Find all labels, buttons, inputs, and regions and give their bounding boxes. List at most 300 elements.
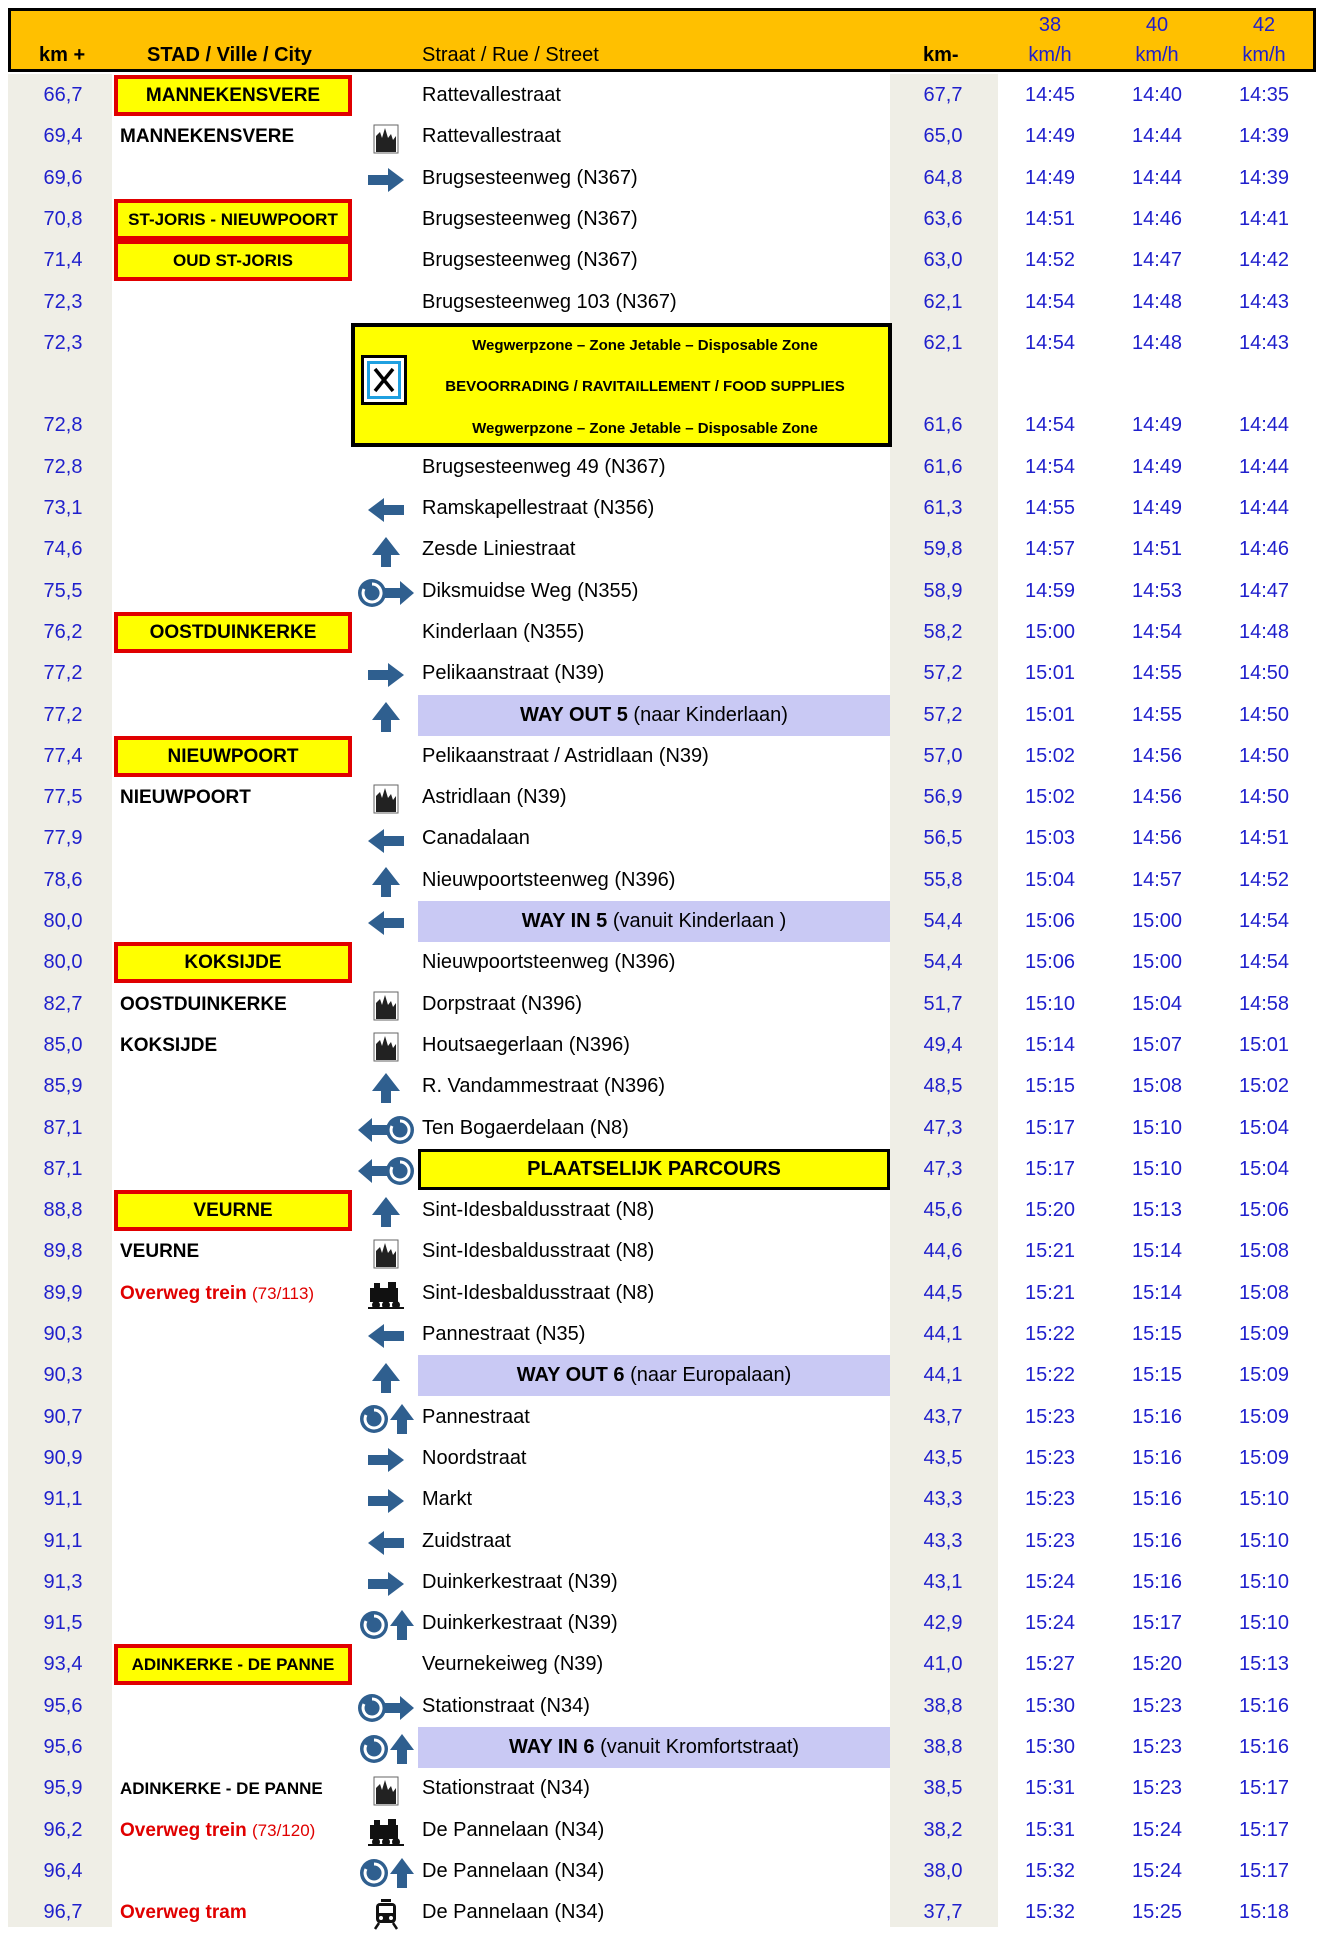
time-38kmh: 15:31: [1024, 1777, 1076, 1800]
time-42kmh: 15:18: [1238, 1901, 1290, 1924]
arrow-right-icon: [356, 158, 416, 199]
time-42kmh: 14:50: [1238, 703, 1290, 726]
time-38kmh: 14:51: [1024, 207, 1076, 230]
km-plus-value: 85,0: [43, 1033, 83, 1056]
time-42kmh: 15:08: [1238, 1240, 1290, 1263]
km-plus-value: 91,3: [43, 1570, 83, 1593]
time-42kmh: 14:58: [1238, 992, 1290, 1015]
table-row: [0, 1108, 1317, 1149]
km-minus-value: [888, 364, 998, 405]
time-42kmh: 14:50: [1238, 744, 1290, 767]
time-38kmh: 15:06: [1024, 910, 1076, 932]
time-40kmh: 15:14: [1131, 1281, 1183, 1304]
time-42kmh: 15:04: [1238, 1157, 1290, 1180]
time-40kmh: 15:24: [1131, 1818, 1183, 1841]
street-name: Veurnekeiweg (N39): [422, 1653, 604, 1676]
way-detail: (naar Europalaan): [624, 1364, 792, 1387]
time-38kmh: 15:24: [1024, 1612, 1076, 1635]
time-38kmh: 14:59: [1024, 579, 1076, 602]
arrow-left-icon: [356, 901, 416, 942]
arrow-right-icon: [356, 1479, 416, 1520]
time-40kmh: 14:55: [1131, 662, 1183, 685]
city-icon: [356, 116, 416, 157]
roundabout-up-icon: [356, 1603, 416, 1644]
crossing-name: Overweg trein: [120, 1819, 247, 1841]
local-course-banner: PLAATSELIJK PARCOURS: [418, 1149, 890, 1190]
table-row: [0, 1149, 1317, 1190]
street-name: Nieuwpoortsteenweg (N396): [422, 868, 676, 891]
header-street: Straat / Rue / Street: [422, 44, 599, 66]
table-row: [0, 612, 1317, 653]
street-name: Duinkerkestraat (N39): [422, 1612, 618, 1635]
street-name: Sint-Idesbaldusstraat (N8): [422, 1199, 655, 1222]
header-speed-unit: km/h: [1135, 44, 1179, 66]
km-minus-value: 44,5: [923, 1281, 963, 1304]
time-38kmh: 14:54: [1024, 331, 1076, 354]
time-42kmh: 15:04: [1238, 1116, 1290, 1139]
km-plus-value: 90,3: [43, 1364, 83, 1387]
time-38kmh: 15:22: [1024, 1364, 1076, 1387]
arrow-left-icon: [356, 1314, 416, 1355]
city-sign-box: ST-JORIS - NIEUWPOORT: [114, 199, 352, 240]
km-minus-value: 43,5: [923, 1446, 963, 1469]
time-40kmh: 14:49: [1131, 497, 1183, 519]
way-label: WAY IN 5: [521, 910, 608, 932]
header-speed-unit: km/h: [1242, 44, 1286, 66]
km-minus-value: 44,1: [923, 1323, 963, 1345]
km-plus-value: 88,8: [43, 1199, 83, 1222]
arrow-up-icon: [356, 1066, 416, 1107]
time-42kmh: 15:09: [1238, 1364, 1290, 1387]
time-40kmh: 14:55: [1131, 703, 1183, 726]
time-40kmh: 14:56: [1131, 786, 1183, 809]
km-plus-value: 71,4: [43, 249, 83, 272]
city-sign-box: NIEUWPOORT: [114, 736, 352, 777]
table-row: [0, 1479, 1317, 1520]
km-plus-value: 69,6: [43, 166, 83, 189]
table-row: [0, 1190, 1317, 1231]
table-row: [0, 777, 1317, 818]
km-plus-value: 96,7: [43, 1901, 83, 1924]
time-38kmh: 15:15: [1024, 1075, 1076, 1098]
time-38kmh: 15:23: [1024, 1488, 1076, 1511]
time-38kmh: 15:24: [1024, 1570, 1076, 1593]
street-name: Pelikaanstraat / Astridlaan (N39): [422, 744, 709, 767]
way-label: WAY IN 6: [508, 1736, 595, 1758]
km-plus-value: 77,2: [43, 662, 83, 685]
time-38kmh: 15:17: [1024, 1116, 1076, 1139]
km-plus-value: 89,9: [43, 1281, 83, 1304]
km-minus-value: 63,6: [923, 207, 963, 230]
street-name: R. Vandammestraat (N396): [422, 1075, 666, 1098]
time-40kmh: 15:10: [1131, 1157, 1183, 1180]
street-name: Nieuwpoortsteenweg (N396): [422, 951, 676, 974]
arrow-right-icon: [356, 1438, 416, 1479]
street-name: Brugsesteenweg (N367): [422, 207, 638, 230]
city-name: MANNEKENSVERE: [120, 126, 295, 148]
street-name: Kinderlaan (N355): [422, 620, 585, 643]
time-38kmh: 15:01: [1024, 703, 1076, 726]
city-icon: [356, 1768, 416, 1809]
table-row: [0, 1273, 1317, 1314]
km-minus-value: 57,2: [923, 662, 963, 685]
street-name: Noordstraat: [422, 1446, 527, 1469]
km-minus-value: 65,0: [923, 125, 963, 148]
arrow-up-icon: [356, 529, 416, 570]
street-name: Rattevallestraat: [422, 84, 561, 106]
km-plus-value: 72,8: [43, 455, 83, 478]
table-row: [0, 1686, 1317, 1727]
time-38kmh: [1010, 364, 1090, 405]
city-sign-box: ADINKERKE - DE PANNE: [114, 1644, 352, 1685]
time-40kmh: 14:44: [1131, 125, 1183, 148]
time-42kmh: 14:43: [1238, 290, 1290, 313]
km-minus-value: 56,9: [923, 786, 963, 809]
time-40kmh: 15:23: [1131, 1736, 1183, 1758]
table-row: [0, 736, 1317, 777]
km-plus-value: 77,4: [43, 744, 83, 767]
time-40kmh: 14:49: [1131, 455, 1183, 478]
km-plus-value: 66,7: [43, 84, 83, 106]
street-name: Markt: [422, 1488, 472, 1511]
train-icon: [356, 1810, 416, 1851]
km-plus-value: 77,5: [43, 786, 83, 809]
km-minus-value: 63,0: [923, 249, 963, 272]
km-plus-value: 90,9: [43, 1446, 83, 1469]
km-plus-value: 95,6: [43, 1694, 83, 1717]
km-plus-value: 80,0: [43, 910, 83, 932]
km-plus-value: 90,3: [43, 1323, 83, 1345]
street-name: Pannestraat (N35): [422, 1323, 586, 1345]
food-zone-line-1: Wegwerpzone – Zone Jetable – Disposable Zone: [472, 337, 818, 354]
time-42kmh: 14:42: [1238, 249, 1290, 272]
km-minus-value: 67,7: [923, 84, 963, 106]
time-40kmh: 15:15: [1131, 1323, 1183, 1345]
table-row: [0, 1727, 1317, 1768]
table-header: [8, 8, 1316, 72]
time-40kmh: 14:48: [1131, 331, 1183, 354]
time-40kmh: 14:53: [1131, 579, 1183, 602]
street-name: Rattevallestraat: [422, 125, 561, 148]
time-38kmh: 15:23: [1024, 1446, 1076, 1469]
table-row: [0, 1768, 1317, 1809]
arrow-up-icon: [356, 1190, 416, 1231]
time-40kmh: 15:00: [1131, 910, 1183, 932]
time-42kmh: 14:44: [1238, 414, 1290, 437]
time-38kmh: 15:03: [1024, 827, 1076, 850]
table-row: [0, 1851, 1317, 1892]
way-exit-banner: [418, 1727, 890, 1768]
crossing-name: Overweg tram: [120, 1902, 247, 1924]
km-minus-value: 38,2: [923, 1818, 963, 1841]
time-38kmh: 15:30: [1024, 1694, 1076, 1717]
time-38kmh: 15:06: [1024, 951, 1076, 974]
time-38kmh: 15:27: [1024, 1653, 1076, 1676]
km-minus-value: 38,5: [923, 1777, 963, 1800]
time-40kmh: 15:16: [1131, 1570, 1183, 1593]
km-plus-value: 75,5: [43, 579, 83, 602]
time-40kmh: 14:46: [1131, 207, 1183, 230]
km-minus-value: 43,1: [923, 1570, 963, 1593]
time-42kmh: 15:16: [1238, 1736, 1290, 1758]
table-row: [0, 942, 1317, 983]
table-row: [0, 571, 1317, 612]
city-sign-box: OOSTDUINKERKE: [114, 612, 352, 653]
header-speed-42: 42: [1252, 14, 1276, 36]
time-40kmh: 15:00: [1131, 951, 1183, 974]
km-plus-value: 70,8: [43, 207, 83, 230]
km-minus-value: 56,5: [923, 827, 963, 850]
km-minus-value: 47,3: [923, 1116, 963, 1139]
km-minus-value: 38,0: [923, 1859, 963, 1882]
street-name: Duinkerkestraat (N39): [422, 1570, 618, 1593]
street-name: Stationstraat (N34): [422, 1694, 590, 1717]
time-42kmh: 14:35: [1238, 84, 1290, 106]
table-row: [0, 860, 1317, 901]
header-speed-unit: km/h: [1028, 44, 1072, 66]
street-name: Houtsaegerlaan (N396): [422, 1033, 630, 1056]
time-42kmh: 15:13: [1238, 1653, 1290, 1676]
time-42kmh: 14:43: [1238, 331, 1290, 354]
city-icon: [356, 777, 416, 818]
time-38kmh: 14:52: [1024, 249, 1076, 272]
table-row: [0, 158, 1317, 199]
time-40kmh: 14:57: [1131, 868, 1183, 891]
time-42kmh: 14:48: [1238, 620, 1290, 643]
table-row: [0, 1355, 1317, 1396]
km-plus-value: 72,3: [43, 290, 83, 313]
arrow-left-icon: [356, 488, 416, 529]
table-row: [0, 1438, 1317, 1479]
time-38kmh: 15:00: [1024, 620, 1076, 643]
table-row: [0, 75, 1317, 116]
table-row: [0, 529, 1317, 570]
time-38kmh: 15:21: [1024, 1240, 1076, 1263]
time-42kmh: 14:51: [1238, 827, 1290, 850]
time-40kmh: 15:24: [1131, 1859, 1183, 1882]
km-plus-value: 87,1: [43, 1157, 83, 1180]
km-plus-value: 85,9: [43, 1075, 83, 1098]
km-plus-value: 77,2: [43, 703, 83, 726]
km-minus-value: 41,0: [923, 1653, 963, 1676]
street-name: Pelikaanstraat (N39): [422, 662, 605, 685]
street-name: Brugsesteenweg (N367): [422, 249, 638, 272]
header-km-plus: km +: [39, 44, 86, 66]
city-name: ADINKERKE - DE PANNE: [120, 1779, 323, 1799]
time-42kmh: [1224, 364, 1304, 405]
time-38kmh: 15:02: [1024, 744, 1076, 767]
street-name: Canadalaan: [422, 827, 530, 850]
km-minus-value: 62,1: [923, 331, 963, 354]
roundabout-up-icon: [356, 1397, 416, 1438]
time-38kmh: 15:22: [1024, 1323, 1076, 1345]
time-38kmh: 14:49: [1024, 125, 1076, 148]
time-40kmh: 15:20: [1131, 1653, 1183, 1676]
street-name: De Pannelaan (N34): [422, 1859, 605, 1882]
time-42kmh: 14:54: [1238, 951, 1290, 974]
time-40kmh: 15:25: [1131, 1901, 1183, 1924]
way-detail: (vanuit Kromfortstraat): [594, 1736, 800, 1758]
km-minus-value: 62,1: [923, 290, 963, 313]
time-38kmh: 15:23: [1024, 1529, 1076, 1552]
km-plus-value: 96,4: [43, 1859, 83, 1882]
table-row: [0, 1810, 1317, 1851]
city-name: OOSTDUINKERKE: [120, 993, 287, 1015]
time-38kmh: 15:17: [1024, 1157, 1076, 1180]
way-exit-banner: [418, 901, 890, 942]
time-42kmh: 15:10: [1238, 1570, 1290, 1593]
crossing-label: [120, 1810, 315, 1851]
table-row: [0, 447, 1317, 488]
km-minus-value: 51,7: [923, 992, 963, 1015]
roundabout-right-icon: [356, 571, 416, 612]
km-plus-value: 78,6: [43, 868, 83, 891]
crossing-ref: (73/120): [252, 1820, 316, 1840]
crossing-ref: (73/113): [252, 1283, 315, 1303]
city-sign-box: KOKSIJDE: [114, 942, 352, 983]
km-plus-value: 91,1: [43, 1529, 83, 1552]
time-40kmh: 14:48: [1131, 290, 1183, 313]
km-minus-value: 47,3: [923, 1157, 963, 1180]
arrow-right-icon: [356, 653, 416, 694]
street-name: Stationstraat (N34): [422, 1777, 590, 1800]
time-40kmh: 15:14: [1131, 1240, 1183, 1263]
city-name: NIEUWPOORT: [120, 787, 251, 809]
time-42kmh: 14:44: [1238, 455, 1290, 478]
fork-knife-icon: [361, 355, 407, 405]
time-40kmh: 15:16: [1131, 1405, 1183, 1428]
time-38kmh: 14:49: [1024, 166, 1076, 189]
time-40kmh: 14:40: [1131, 84, 1183, 106]
km-plus-value: 77,9: [43, 827, 83, 850]
arrow-up-icon: [356, 1355, 416, 1396]
km-plus-value: 96,2: [43, 1818, 83, 1841]
time-42kmh: 14:50: [1238, 786, 1290, 809]
time-38kmh: 15:02: [1024, 786, 1076, 809]
km-plus-value: 73,1: [43, 497, 83, 519]
table-row: [0, 116, 1317, 157]
time-40kmh: 15:10: [1131, 1116, 1183, 1139]
time-38kmh: 15:01: [1024, 662, 1076, 685]
km-minus-value: 48,5: [923, 1075, 963, 1098]
km-plus-value: 91,5: [43, 1612, 83, 1635]
table-row: [0, 240, 1317, 281]
time-42kmh: 15:10: [1238, 1612, 1290, 1635]
time-40kmh: 15:16: [1131, 1446, 1183, 1469]
time-42kmh: 14:52: [1238, 868, 1290, 891]
time-40kmh: 15:04: [1131, 992, 1183, 1015]
roundabout-up-icon: [356, 1727, 416, 1768]
city-name: KOKSIJDE: [120, 1034, 218, 1056]
km-minus-value: 61,6: [923, 414, 963, 437]
km-minus-value: 64,8: [923, 166, 963, 189]
street-name: Ten Bogaerdelaan (N8): [422, 1116, 629, 1139]
time-42kmh: 15:17: [1238, 1818, 1290, 1841]
km-plus-value: 76,2: [43, 620, 83, 643]
table-row: [0, 282, 1317, 323]
table-row: [0, 488, 1317, 529]
time-40kmh: [1117, 364, 1197, 405]
time-42kmh: 14:50: [1238, 662, 1290, 685]
table-row: [0, 1521, 1317, 1562]
way-exit-banner: [418, 1355, 890, 1396]
time-40kmh: 15:16: [1131, 1488, 1183, 1511]
km-minus-value: 43,7: [923, 1405, 963, 1428]
street-name: Sint-Idesbaldusstraat (N8): [422, 1281, 655, 1304]
km-minus-value: 45,6: [923, 1199, 963, 1222]
time-42kmh: 14:46: [1238, 538, 1290, 561]
time-42kmh: 15:16: [1238, 1694, 1290, 1717]
table-row: [0, 984, 1317, 1025]
time-42kmh: 14:39: [1238, 125, 1290, 148]
table-row: [0, 818, 1317, 859]
time-38kmh: 14:54: [1024, 414, 1076, 437]
time-40kmh: 14:56: [1131, 827, 1183, 850]
km-minus-value: 59,8: [923, 538, 963, 561]
km-minus-value: 44,1: [923, 1364, 963, 1387]
way-exit-banner: [418, 695, 890, 736]
street-name: Brugsesteenweg 49 (N367): [422, 455, 666, 478]
time-38kmh: 15:14: [1024, 1033, 1076, 1056]
km-plus-value: 87,1: [43, 1116, 83, 1139]
city-sign-box: VEURNE: [114, 1190, 352, 1231]
arrow-left-icon: [356, 818, 416, 859]
table-row: [0, 1025, 1317, 1066]
train-icon: [356, 1273, 416, 1314]
km-minus-value: 37,7: [923, 1901, 963, 1924]
km-plus-value: 95,6: [43, 1736, 83, 1758]
time-38kmh: 15:10: [1024, 992, 1076, 1015]
time-40kmh: 15:17: [1131, 1612, 1183, 1635]
time-38kmh: 14:45: [1024, 84, 1076, 106]
time-38kmh: 15:04: [1024, 868, 1076, 891]
time-42kmh: 15:09: [1238, 1405, 1290, 1428]
time-40kmh: 15:13: [1131, 1199, 1183, 1222]
time-42kmh: 14:39: [1238, 166, 1290, 189]
km-minus-value: 44,6: [923, 1240, 963, 1263]
roundabout-left-icon: [356, 1149, 416, 1190]
table-row: [0, 1644, 1317, 1685]
street-name: Zesde Liniestraat: [422, 538, 576, 561]
km-plus-value: 80,0: [43, 951, 83, 974]
time-38kmh: 15:21: [1024, 1281, 1076, 1304]
time-42kmh: 15:09: [1238, 1323, 1290, 1345]
time-42kmh: 15:10: [1238, 1488, 1290, 1511]
km-plus-value: 89,8: [43, 1240, 83, 1263]
time-42kmh: 15:08: [1238, 1281, 1290, 1304]
crossing-label: [120, 1273, 314, 1314]
city-icon: [356, 984, 416, 1025]
street-name: Astridlaan (N39): [422, 786, 567, 809]
time-42kmh: 14:41: [1238, 207, 1290, 230]
km-plus-value: 69,4: [43, 125, 83, 148]
city-icon: [356, 1025, 416, 1066]
km-plus-value: 72,3: [43, 331, 83, 354]
arrow-up-icon: [356, 860, 416, 901]
table-row: [0, 1562, 1317, 1603]
time-38kmh: 15:20: [1024, 1199, 1076, 1222]
time-42kmh: 15:10: [1238, 1529, 1290, 1552]
km-plus-value: 91,1: [43, 1488, 83, 1511]
time-40kmh: 14:51: [1131, 538, 1183, 561]
km-minus-value: 54,4: [923, 910, 963, 932]
street-name: Pannestraat: [422, 1405, 530, 1428]
km-plus-value: 72,8: [43, 414, 83, 437]
time-40kmh: 14:44: [1131, 166, 1183, 189]
time-38kmh: 15:32: [1024, 1901, 1076, 1924]
km-minus-value: 42,9: [923, 1612, 963, 1635]
km-minus-value: 43,3: [923, 1529, 963, 1552]
